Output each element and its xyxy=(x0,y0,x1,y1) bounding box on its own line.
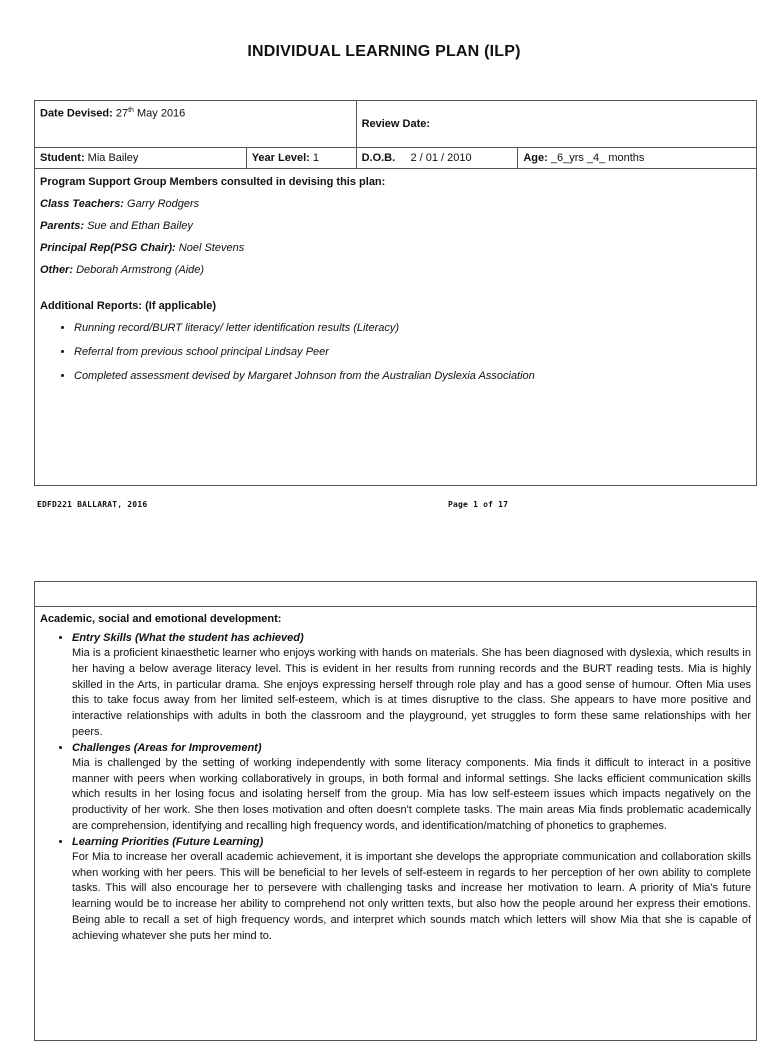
section-title: • Entry Skills (What the student has achieved) xyxy=(72,632,304,644)
class-teachers-label: Class Teachers: xyxy=(40,198,124,210)
student-label: Student: xyxy=(40,152,85,164)
development-heading: Academic, social and emotional development: xyxy=(40,613,282,625)
other-line xyxy=(40,263,751,278)
development-list xyxy=(40,631,751,945)
parents-line xyxy=(40,219,751,234)
support-group-heading: Program Support Group Members consulted in devising this plan: xyxy=(40,176,386,188)
class-teachers-line xyxy=(40,197,751,212)
principal-line xyxy=(40,241,751,256)
age-cell xyxy=(518,148,757,169)
section-title: • Learning Priorities (Future Learning) xyxy=(72,835,264,848)
review-date-cell xyxy=(356,101,756,148)
footer-page-number: Page 1 of 17 xyxy=(448,500,509,509)
class-teachers-value: Garry Rodgers xyxy=(127,198,200,210)
development-body xyxy=(35,607,756,945)
student-cell xyxy=(35,148,247,169)
principal-label: Principal Rep(PSG Chair): xyxy=(40,242,176,254)
report-item: • Referral from previous school principal Lindsay Peer xyxy=(74,345,751,360)
additional-reports-heading: Additional Reports: xyxy=(40,300,143,312)
parents-label: Parents: xyxy=(40,220,85,232)
date-devised-day: 27 xyxy=(115,107,129,120)
footer-course: EDFD221 BALLARAT, 2016 xyxy=(37,500,148,509)
additional-reports-list xyxy=(40,321,751,384)
dob-value: 2 / 01 / 2010 xyxy=(410,152,472,164)
additional-reports-note: (If applicable) xyxy=(145,300,217,312)
date-devised-suffix: th xyxy=(128,107,134,114)
student-value: Mia Bailey xyxy=(87,152,139,164)
development-top-row xyxy=(35,582,756,607)
report-item: • Running record/BURT literacy/ letter identification results (Literacy) xyxy=(74,321,751,336)
dob-cell xyxy=(356,148,518,169)
details-table xyxy=(34,100,757,486)
other-value: Deborah Armstrong (Aide) xyxy=(76,264,205,276)
development-section-learning-priorities xyxy=(72,835,751,945)
development-box xyxy=(34,581,757,1041)
year-level-value: 1 xyxy=(312,152,319,164)
development-section-entry-skills xyxy=(72,631,751,741)
additional-reports-heading-line xyxy=(40,299,751,314)
section-text: Mia is a proficient kinaesthetic learner who enjoys working with hands on materials. She has been diagnosed with dyslexia, which results in her having a below average literacy level. This is evident in her results from running records and the BURT reading tests. Mia is highly skilled in the Arts, in particular drama. She enjoys expressing herself through role play and has a good sense of humour. Often Mia uses this to take focus away from her limited self-esteem, which is at times disruptive to the class. She appears to have more positive and interactive relationships with adults in both the classroom and the playground, yet struggles to form these same relationships with her peers. xyxy=(72,647,751,738)
section-text: For Mia to increase her overall academic achievement, it is important she develops the appropriate communication and collaboration skills when working with her peers. This will be beneficial to her levels of self-esteem in regards to her perception of her own ability to complete tasks. This will also encourage her to persevere with challenging tasks and increase her motivation to learn. A priority of Mia's future learning would be to increase her ability to comprehend not only written texts, but also how the people around her express their emotions. Being able to recall a set of high frequency words, and interpret which sounds match which letters will show Mia that she is capable of achieving whatever she puts her mind to. xyxy=(72,850,751,942)
other-label: Other: xyxy=(40,264,73,276)
age-label: Age: xyxy=(523,152,548,164)
section-text: Mia is challenged by the setting of working independently with some literacy components. Mia finds it difficult to interact in a positive manner with peers when working collaboratively in groups, in both formal and informal settings. She lacks efficient communication skills which results in her losing focus and isolating herself from the group. Mia has low self-esteem issues which impacts negatively on the productivity of her work. She then loses motivation and often doesn't complete tasks. The main areas Mia finds problematic academically are comprehension, identifying and recalling high frequency words, and identification/matching of phonetics to graphemes. xyxy=(72,756,751,832)
principal-value: Noel Stevens xyxy=(178,242,245,254)
parents-value: Sue and Ethan Bailey xyxy=(87,220,193,232)
review-date-label: Review Date: xyxy=(361,118,431,130)
date-devised-label: Date Devised: xyxy=(40,107,113,120)
date-devised-rest: May 2016 xyxy=(136,107,186,120)
year-level-label: Year Level: xyxy=(251,152,310,164)
dob-label: D.O.B. xyxy=(361,152,396,164)
support-group-cell xyxy=(35,169,757,486)
document-title: INDIVIDUAL LEARNING PLAN (ILP) xyxy=(247,43,521,60)
year-level-cell xyxy=(246,148,356,169)
report-item: • Completed assessment devised by Margaret Johnson from the Australian Dyslexia Association xyxy=(74,369,751,384)
age-value: _6_yrs _4_ months xyxy=(550,152,645,164)
section-title: • Challenges (Areas for Improvement) xyxy=(72,741,262,754)
development-section-challenges xyxy=(72,741,751,835)
date-devised-cell xyxy=(35,101,357,148)
